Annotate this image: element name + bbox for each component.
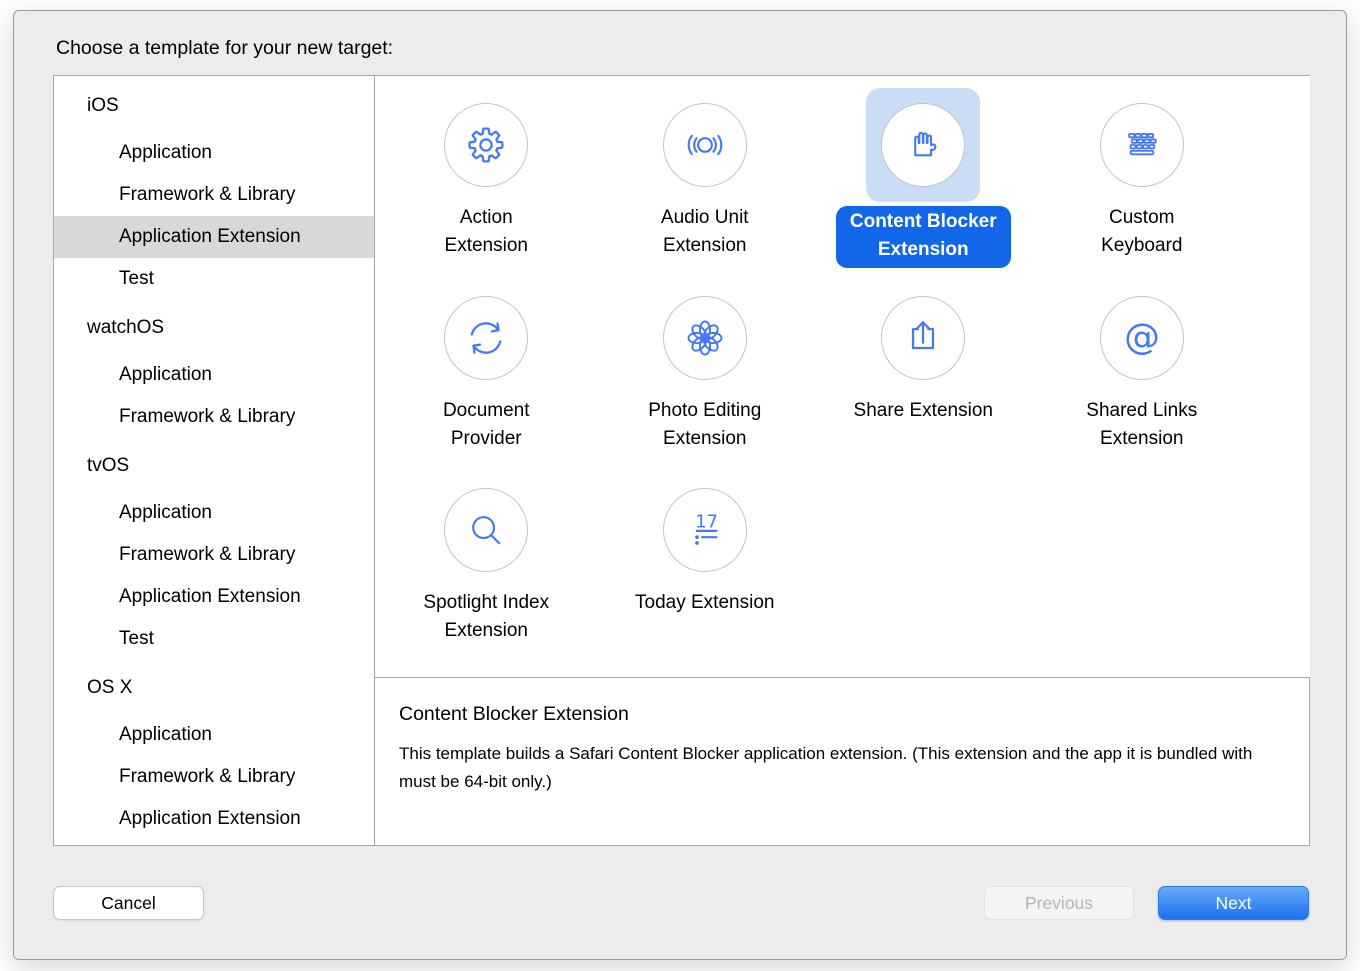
template-icon-slot (1085, 281, 1199, 395)
template-description-panel (375, 677, 1309, 845)
sidebar-item-watchos-framework-library[interactable] (54, 396, 374, 438)
template-shared-links-extension[interactable] (1033, 281, 1252, 474)
icon-circle (1100, 296, 1184, 380)
template-icon-slot (648, 281, 762, 395)
sidebar-item-ios-application-extension[interactable] (54, 216, 374, 258)
sidebar-item-ios-test[interactable] (54, 258, 374, 300)
gear-icon (460, 119, 512, 171)
template-document-provider[interactable] (377, 281, 596, 474)
sidebar-item-tvos-application-extension[interactable] (54, 576, 374, 618)
description-body: This template builds a Safari Content Blocker application extension. (This extension and the app it is bundled with must be 64-bit only.) (399, 744, 1253, 791)
template-label: Share Extension (853, 399, 993, 421)
sidebar-label: Application Extension (119, 226, 301, 247)
template-label: Audio Unit Extension (660, 207, 749, 256)
template-icon-slot (648, 473, 762, 587)
template-icon-slot (429, 88, 543, 202)
template-icon-slot (429, 281, 543, 395)
sidebar-item-tvos-application[interactable] (54, 492, 374, 534)
template-icon-slot (866, 281, 980, 395)
template-label: Custom Keyboard (1101, 207, 1183, 256)
icon-circle (663, 296, 747, 380)
icon-circle (663, 103, 747, 187)
sidebar-label: Test (119, 628, 154, 649)
platform-sidebar (54, 76, 375, 845)
template-chooser-panel (53, 75, 1310, 846)
sidebar-label: Framework & Library (119, 544, 296, 565)
sidebar-section-ios[interactable] (54, 85, 374, 127)
sidebar-label: Application Extension (119, 808, 301, 829)
sidebar-item-watchos-application[interactable] (54, 354, 374, 396)
template-today-extension[interactable] (596, 473, 815, 666)
template-label: Document Provider (442, 399, 530, 449)
at-sign-icon (1116, 312, 1168, 364)
template-icon-slot (866, 88, 980, 202)
template-photo-editing-extension[interactable] (596, 281, 815, 474)
template-audio-unit-extension[interactable] (596, 88, 815, 281)
previous-button[interactable]: Previous (984, 886, 1134, 920)
icon-circle (444, 296, 528, 380)
sidebar-label: Framework & Library (119, 766, 296, 787)
template-share-extension[interactable] (814, 281, 1033, 474)
template-label: Today Extension (635, 592, 775, 613)
sidebar-label: iOS (87, 95, 119, 116)
photos-flower-icon (679, 312, 731, 364)
template-action-extension[interactable] (377, 88, 596, 281)
sidebar-label: Application Extension (119, 586, 301, 607)
sidebar-item-tvos-framework-library[interactable] (54, 534, 374, 576)
next-button[interactable]: Next (1158, 886, 1309, 920)
template-content-blocker-extension[interactable] (814, 88, 1033, 281)
cancel-button[interactable]: Cancel (53, 886, 204, 920)
keyboard-icon (1116, 119, 1168, 171)
sidebar-label: tvOS (87, 455, 130, 476)
magnifier-icon (460, 504, 512, 556)
svg-text:@: @ (1123, 316, 1160, 358)
sidebar-item-osx-application[interactable] (54, 714, 374, 756)
sidebar-item-osx-application-extension[interactable] (54, 798, 374, 840)
sidebar-item-ios-framework-library[interactable] (54, 174, 374, 216)
template-spotlight-index-extension[interactable] (377, 473, 596, 666)
icon-circle (663, 488, 747, 572)
icon-circle (881, 296, 965, 380)
sidebar-label: Framework & Library (119, 406, 296, 427)
svg-text:17: 17 (695, 511, 718, 533)
icon-circle (444, 103, 528, 187)
template-custom-keyboard[interactable] (1033, 88, 1252, 281)
icon-circle (881, 103, 965, 187)
icon-circle (1100, 103, 1184, 187)
hand-icon (897, 119, 949, 171)
dialog-title: Choose a template for your new target: (56, 37, 394, 59)
sidebar-label: Application (119, 364, 212, 385)
sidebar-section-tvos[interactable] (54, 445, 374, 487)
sidebar-label: watchOS (87, 317, 165, 338)
sidebar-label: Application (119, 142, 212, 163)
sidebar-section-osx[interactable] (54, 667, 374, 709)
sync-arrows-icon (460, 312, 512, 364)
new-target-dialog (13, 10, 1347, 960)
audio-waves-icon (679, 119, 731, 171)
template-icon-slot (429, 473, 543, 587)
description-title: Content Blocker Extension (399, 703, 629, 725)
sidebar-label: Application (119, 502, 212, 523)
sidebar-label: OS X (87, 677, 133, 698)
sidebar-item-ios-application[interactable] (54, 132, 374, 174)
sidebar-item-tvos-test[interactable] (54, 618, 374, 660)
today-list-icon (679, 504, 731, 556)
sidebar-item-osx-framework-library[interactable] (54, 756, 374, 798)
sidebar-label: Application (119, 724, 212, 745)
template-label: Action Extension (444, 207, 528, 256)
share-icon (897, 312, 949, 364)
template-label-selected: Content Blocker Extension (836, 206, 1011, 268)
icon-circle (444, 488, 528, 572)
sidebar-label: Test (119, 268, 154, 289)
template-label: Shared Links Extension (1086, 399, 1198, 449)
template-label: Photo Editing Extension (648, 399, 762, 449)
sidebar-label: Framework & Library (119, 184, 296, 205)
sidebar-section-watchos[interactable] (54, 307, 374, 349)
template-icon-slot (648, 88, 762, 202)
template-icon-slot (1085, 88, 1199, 202)
template-grid (375, 76, 1310, 677)
template-label: Spotlight Index Extension (423, 592, 550, 641)
